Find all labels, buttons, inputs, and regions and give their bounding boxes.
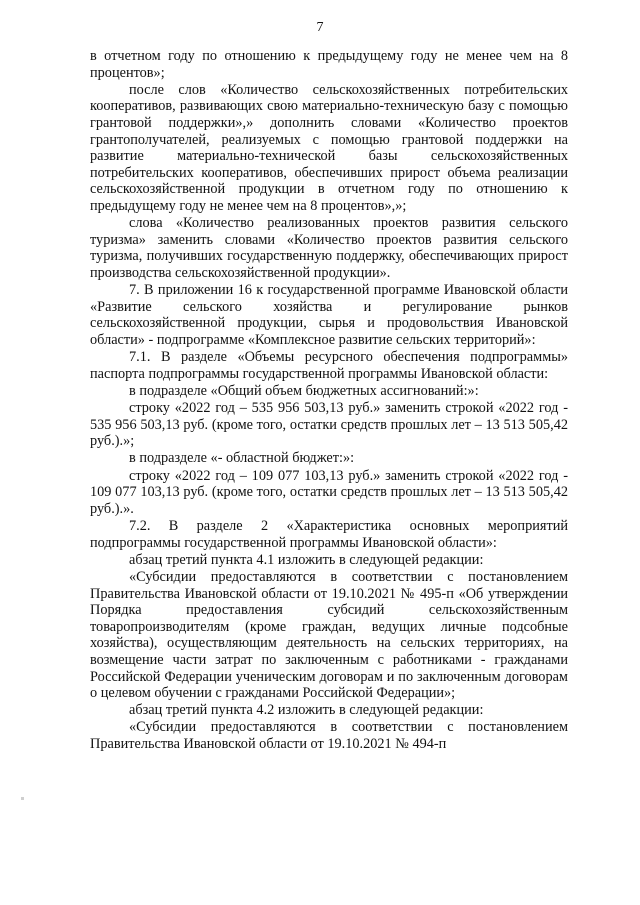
- paragraph-regional-budget-line: строку «2022 год – 109 077 103,13 руб.» заменить строкой «2022 год - 109 077 103,13 руб. (кроме того, остатки средств прошлых лет – 13 513 505,42 руб.).».: [90, 467, 568, 517]
- paragraph-item-7-2: 7.2. В разделе 2 «Характеристика основных мероприятий подпрограммы государственной программы Ивановской области»:: [90, 517, 568, 551]
- paragraph-total-budget-subsection: в подразделе «Общий объем бюджетных ассигнований:»:: [129, 382, 479, 399]
- paragraph-tourism-amendment: слова «Количество реализованных проектов развития сельского туризма» заменить словами «Количество проектов развития сельского туризма, получивших государственную поддержку, обеспечивающих прирост производства сельскохозяйственной продукции».: [90, 215, 568, 281]
- document-body: [90, 48, 568, 753]
- paragraph-regional-budget-subsection: в подразделе «- областной бюджет:»:: [129, 450, 355, 467]
- paragraph-point-4-2-text: «Субсидии предоставляются в соответствии с постановлением Правительства Ивановской области от 19.10.2021 № 494-п: [90, 719, 568, 753]
- paragraph-continuation: в отчетном году по отношению к предыдущему году не менее чем на 8 процентов»;: [90, 48, 568, 81]
- paragraph-point-4-2-intro: абзац третий пункта 4.2 изложить в следующей редакции:: [129, 702, 484, 719]
- paragraph-cooperatives-amendment: после слов «Количество сельскохозяйственных потребительских кооперативов, развивающих свою материально-техническую базу с помощью грантовой поддержки»,» дополнить словами «Количество проектов грантополучателей, реализуемых с помощью грантовой поддержки на развитие материально-технической базы сельскохозяйственных потребительских кооперативов, обеспечивших прирост объема реализации сельскохозяйственной продукции в отчетном году по отношению к предыдущему году не менее чем на 8 процентов»,»;: [90, 81, 568, 214]
- paragraph-item-7: 7. В приложении 16 к государственной программе Ивановской области «Развитие сельского хозяйства и регулирование рынков сельскохозяйственной продукции, сырья и продовольствия Ивановской области» - подпрограмме «Комплексное развитие сельских территорий»:: [90, 282, 568, 348]
- paragraph-point-4-1-intro: абзац третий пункта 4.1 изложить в следующей редакции:: [129, 551, 484, 568]
- page-number: 7: [316, 20, 324, 35]
- scan-margin-dot: [21, 797, 24, 800]
- paragraph-point-4-1-text: «Субсидии предоставляются в соответствии с постановлением Правительства Ивановской области от 19.10.2021 № 495-п «Об утверждении Порядка предоставления субсидий сельскохозяйственным товаропроизводителям (кроме граждан, ведущих личные подсобные хозяйства), осуществляющим деятельность на сельских территориях, на возмещение части затрат по заключенным с работниками - гражданами Российской Федерации ученическим договорам и по заключенным договорам о целевом обучении с гражданами Российской Федерации»;: [90, 568, 568, 702]
- paragraph-item-7-1: 7.1. В разделе «Объемы ресурсного обеспечения подпрограммы» паспорта подпрограммы государственной программы Ивановской области:: [90, 349, 568, 382]
- paragraph-total-budget-line: строку «2022 год – 535 956 503,13 руб.» заменить строкой «2022 год - 535 956 503,13 руб. (кроме того, остатки средств прошлых лет – 13 513 505,42 руб.).»;: [90, 400, 568, 450]
